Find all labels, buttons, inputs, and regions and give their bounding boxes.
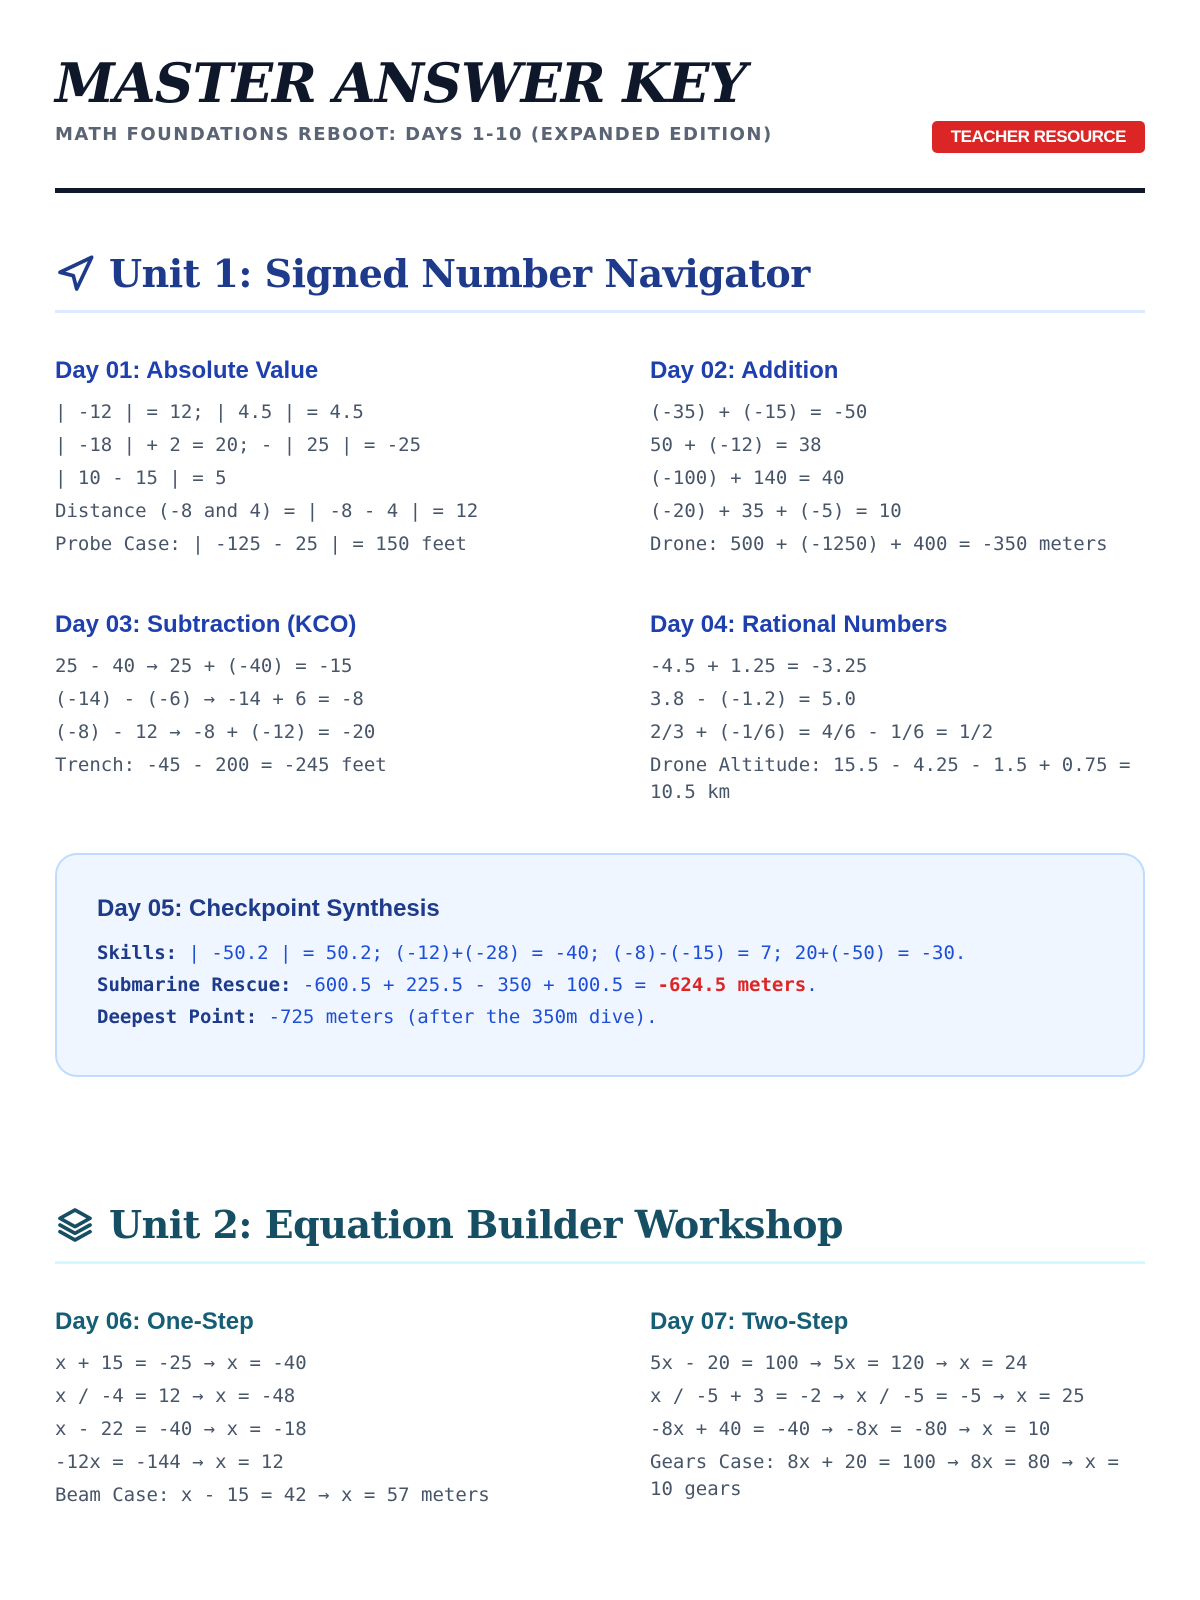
day-card-02 [650,313,1150,567]
teacher-resource-badge: TEACHER RESOURCE [932,121,1145,153]
day-card-04 [650,567,1150,821]
answer-list [55,1350,650,1509]
answer-line: 3.8 - (-1.2) = 5.0 [650,688,856,710]
answer-list [650,653,1150,806]
answer-line: | 10 - 15 | = 5 [55,467,227,489]
rescue-text: -600.5 + 225.5 - 350 + 100.5 = [291,974,658,996]
answer-line: | -12 | = 12; | 4.5 | = 4.5 [55,401,364,423]
answer-line: (-14) - (-6) → -14 + 6 = -8 [55,688,364,710]
answer-line: Drone Altitude: 15.5 - 4.25 - 1.5 + 0.75 = 10.5 km [650,754,1131,803]
answer-line: (-35) + (-15) = -50 [650,401,868,423]
checkpoint-skills [97,937,1103,969]
answer-line: -12x = -144 → x = 12 [55,1451,284,1473]
day-card-01 [55,313,650,567]
answer-line: Distance (-8 and 4) = | -8 - 4 | = 12 [55,500,479,522]
page-subtitle: MATH FOUNDATIONS REBOOT: DAYS 1-10 (EXPANDED EDITION) [55,124,773,145]
answer-list [55,653,650,779]
answer-line: 50 + (-12) = 38 [650,434,822,456]
day-title: Day 03: Subtraction (KCO) [55,611,357,638]
day-title: Day 04: Rational Numbers [650,611,948,638]
answer-line: x + 15 = -25 → x = -40 [55,1352,307,1374]
answer-line: Gears Case: 8x + 20 = 100 → 8x = 80 → x = 10 gears [650,1451,1119,1500]
rescue-answer: -624.5 meters [657,974,807,996]
answer-line: (-20) + 35 + (-5) = 10 [650,500,902,522]
unit-2-title: Unit 2: Equation Builder Workshop [109,1202,843,1247]
answer-line: Beam Case: x - 15 = 42 → x = 57 meters [55,1484,490,1506]
day-card-06 [55,1264,650,1515]
answer-line: -8x + 40 = -40 → -8x = -80 → x = 10 [650,1418,1051,1440]
answer-list [650,399,1150,558]
answer-line: 2/3 + (-1/6) = 4/6 - 1/6 = 1/2 [650,721,994,743]
unit-1-header [55,251,1145,313]
day-title: Day 06: One-Step [55,1308,254,1335]
deepest-text: -725 meters (after the 350m dive). [257,1006,658,1028]
layers-stack-icon [55,1205,95,1245]
unit-2-section [55,1202,1145,1515]
answer-line: 25 - 40 → 25 + (-40) = -15 [55,655,353,677]
rescue-end: . [806,974,818,996]
skills-label: Skills: [97,942,178,964]
answer-list [55,399,650,558]
unit-1-title: Unit 1: Signed Number Navigator [109,251,810,296]
skills-text: | -50.2 | = 50.2; (-12)+(-28) = -40; (-8)-(-15) = 7; 20+(-50) = -30. [177,942,967,964]
answer-list [650,1350,1150,1503]
answer-line: Probe Case: | -125 - 25 | = 150 feet [55,533,467,555]
checkpoint-deepest [97,1001,1103,1033]
unit-1-days [55,313,1145,821]
unit-2-header [55,1202,1145,1264]
day-title: Day 07: Two-Step [650,1308,849,1335]
unit-1-section [55,251,1145,1077]
answer-line: x / -4 = 12 → x = -48 [55,1385,296,1407]
deepest-label: Deepest Point: [97,1006,258,1028]
answer-line: | -18 | + 2 = 20; - | 25 | = -25 [55,434,422,456]
answer-line: Drone: 500 + (-1250) + 400 = -350 meters [650,533,1108,555]
page-title: MASTER ANSWER KEY [55,51,747,115]
answer-line: (-100) + 140 = 40 [650,467,845,489]
rescue-label: Submarine Rescue: [97,974,292,996]
unit-2-days [55,1264,1145,1515]
answer-line: -4.5 + 1.25 = -3.25 [650,655,868,677]
day-title: Day 02: Addition [650,357,839,384]
answer-line: (-8) - 12 → -8 + (-12) = -20 [55,721,376,743]
navigation-arrow-icon [55,254,95,294]
day-title: Day 01: Absolute Value [55,357,319,384]
answer-line: x / -5 + 3 = -2 → x / -5 = -5 → x = 25 [650,1385,1085,1407]
answer-line: 5x - 20 = 100 → 5x = 120 → x = 24 [650,1352,1028,1374]
checkpoint-rescue [97,969,1103,1001]
answer-line: x - 22 = -40 → x = -18 [55,1418,307,1440]
day-card-07 [650,1264,1150,1515]
day-card-03 [55,567,650,821]
answer-line: Trench: -45 - 200 = -245 feet [55,754,387,776]
checkpoint-box [55,853,1145,1077]
document-header [55,0,1145,193]
checkpoint-title: Day 05: Checkpoint Synthesis [97,895,440,922]
